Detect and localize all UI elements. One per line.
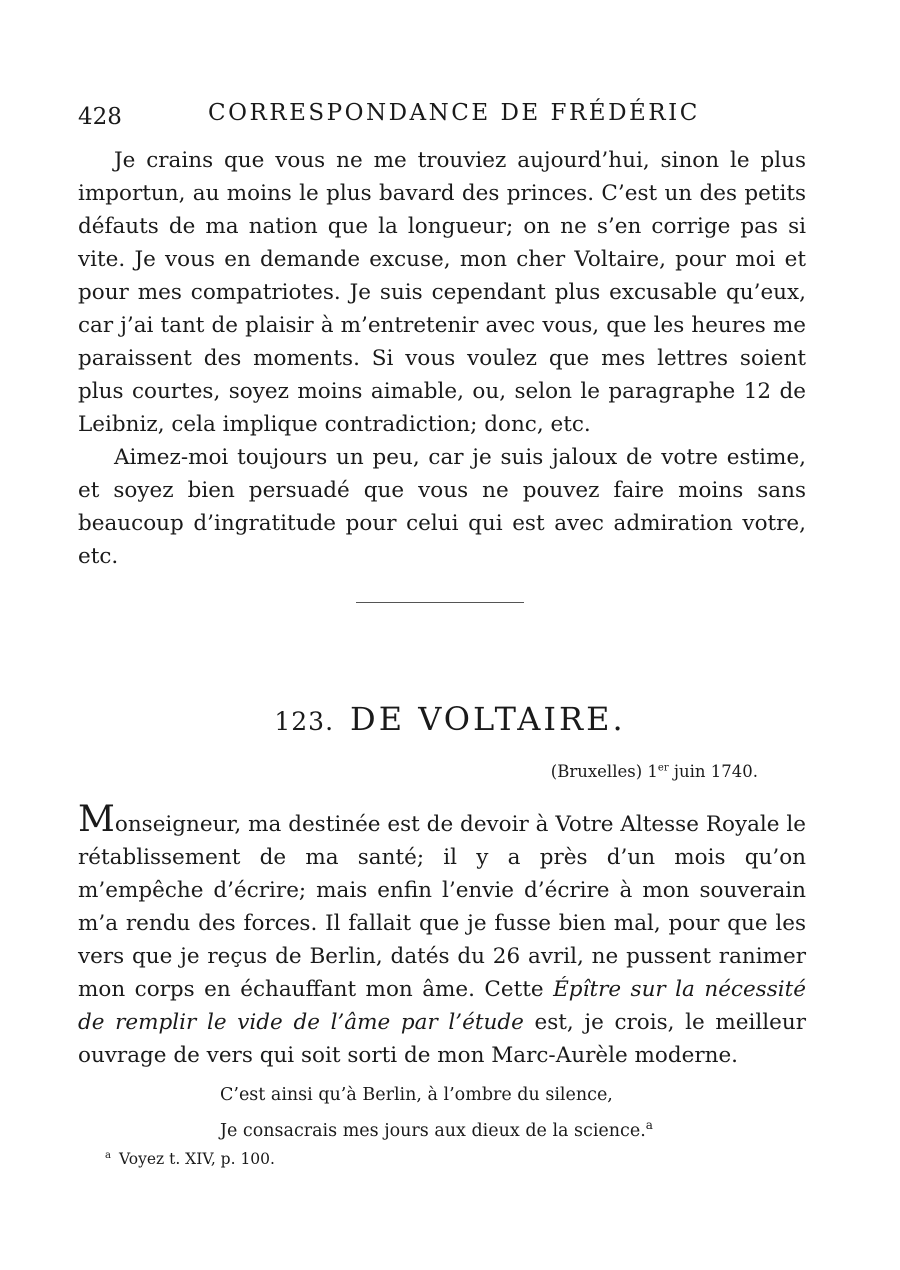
running-head <box>78 100 808 134</box>
verse-line: C’est ainsi qu’à Berlin, à l’ombre du silence, <box>220 1085 613 1105</box>
letter-body <box>78 799 806 1072</box>
body-text: onseigneur, ma destinée est de devoir à Votre Altesse Royale le rétablissement de ma santé; il y a près d’un mois qu’on m’empêche d’écrire; mais enfin l’envie d’écrire à mon souverain m’a rendu des forces. Il fallait que je fusse bien mal, pour que les vers que je reçus de Berlin, datés du 26 avril, ne pussent ranimer mon corps en échauffant mon âme. Cette <box>78 812 806 1002</box>
verse-quotation <box>220 1080 653 1146</box>
footnote-ref: a <box>645 1118 653 1132</box>
section-divider <box>356 602 524 603</box>
paragraph: Aimez-moi toujours un peu, car je suis jaloux de votre estime, et soyez bien persuadé que vous ne pouvez faire moins sans beaucoup d’ingratitude pour celui qui est avec admiration votre, etc. <box>78 445 806 569</box>
paragraph: Je crains que vous ne me trouviez aujourd’hui, sinon le plus importun, au moins le plus bavard des princes. C’est un des petits défauts de ma nation que la longueur; on ne s’en corrige pas si vite. Je vous en demande excuse, mon cher Voltaire, pour moi et pour mes compatriotes. Je suis cependant plus excusable qu’eux, car j’ai tant de plaisir à m’entretenir avec vous, que les heures me paraissent des moments. Si vous voulez que mes lettres soient plus courtes, soyez moins aimable, ou, selon le paragraphe 12 de Leibniz, cela implique contradiction; donc, etc. <box>78 148 806 437</box>
letter-day-suffix: er <box>657 762 669 774</box>
page-number: 428 <box>78 104 122 130</box>
verse-line-text: Je consacrais mes jours aux dieux de la science. <box>220 1120 646 1141</box>
paragraph <box>78 799 806 1072</box>
work-title: Épître sur la nécessité de remplir le vide de l’âme par l’étude <box>78 977 806 1035</box>
letter-number: 123. <box>274 707 335 736</box>
letter-place: (Bruxelles) <box>550 762 643 781</box>
previous-letter-ending <box>78 144 806 573</box>
letter-title: DE VOLTAIRE. <box>350 700 626 738</box>
footnote-marker: a <box>105 1150 111 1161</box>
running-title: CORRESPONDANCE DE FRÉDÉRIC <box>208 100 700 126</box>
verse-line <box>220 1110 653 1146</box>
letter-heading <box>0 700 900 738</box>
body-text: est, je crois, le meilleur ouvrage de vers qui soit sorti de mon Marc-Aurèle moderne. <box>78 1010 806 1068</box>
drop-cap: M <box>78 799 115 840</box>
footnote <box>105 1150 275 1168</box>
footnote-text: Voyez t. XIV, p. 100. <box>118 1150 275 1169</box>
letter-dateline <box>551 762 758 781</box>
letter-day: 1 <box>647 762 658 781</box>
letter-date: juin 1740. <box>673 762 758 781</box>
